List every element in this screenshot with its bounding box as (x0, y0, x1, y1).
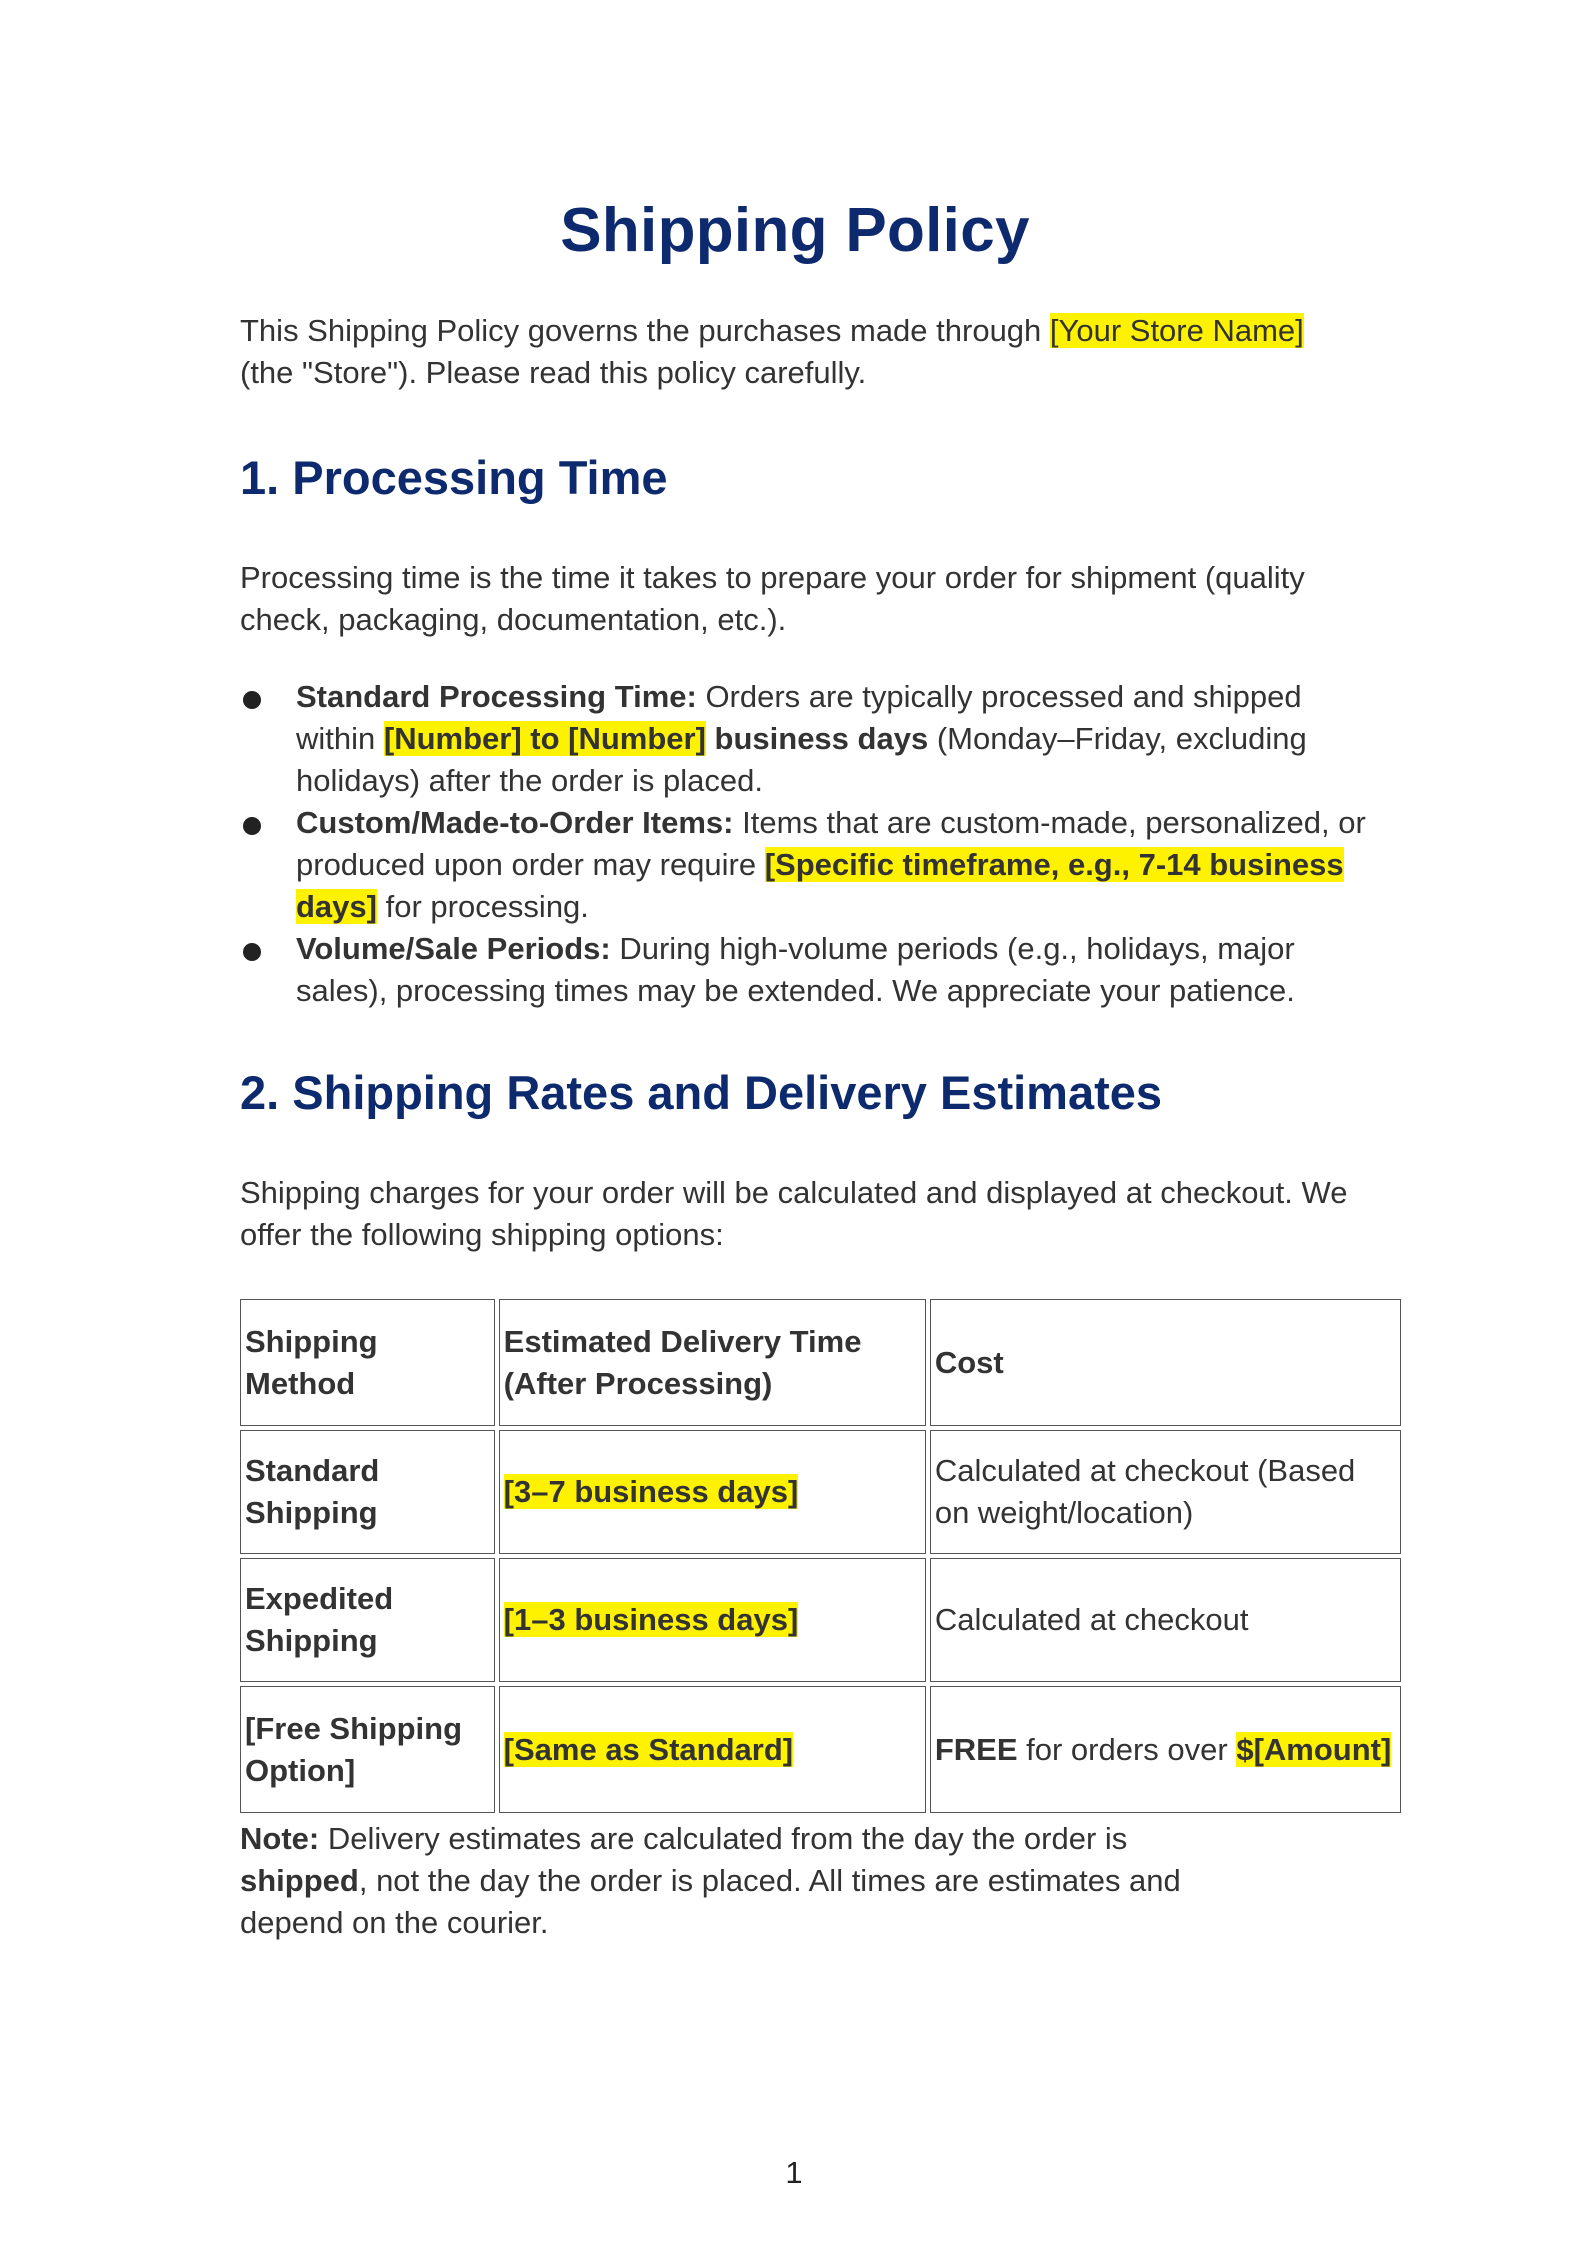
bullet-icon (243, 817, 261, 835)
section-2-heading: 2. Shipping Rates and Delivery Estimates (240, 1066, 1163, 1119)
bullet-icon (243, 691, 261, 709)
cell-delivery-time: [Same as Standard] (499, 1686, 926, 1813)
cell-method: Standard Shipping (240, 1430, 495, 1554)
table-row (240, 1558, 1401, 1682)
header-cell-cost: Cost (930, 1299, 1401, 1426)
page-number: 1 (785, 2155, 803, 2190)
list-item: Volume/Sale Periods: During high-volume periods (e.g., holidays, major sales), processing times may be extended. We appreciate your patience. (240, 928, 1380, 1012)
cell-delivery-time: [3–7 business days] (499, 1430, 926, 1554)
cell-cost: Calculated at checkout (930, 1558, 1401, 1682)
placeholder-highlight: [Number] to [Number] (383, 721, 706, 756)
cell-delivery-time: [1–3 business days] (499, 1558, 926, 1682)
cell-method: [Free Shipping Option] (240, 1686, 495, 1813)
amount-placeholder: $[Amount] (1236, 1731, 1392, 1767)
list-item: Custom/Made-to-Order Items: Items that are custom-made, personalized, or produced upon order may require [Specific timeframe, e.g., 7-14 business days] for processing. (240, 802, 1380, 928)
section-1-paragraph: Processing time is the time it takes to prepare your order for shipment (quality check, packaging, documentation, etc.). (240, 560, 1305, 637)
list-item: Standard Processing Time: Orders are typically processed and shipped within [Number] to [Number] business days (Monday–Friday, excluding holidays) after the order is placed. (240, 676, 1380, 802)
cell-method: Expedited Shipping (240, 1558, 495, 1682)
cell-cost: FREE for orders over $[Amount] (930, 1686, 1401, 1813)
processing-bullet-list (240, 676, 1380, 1012)
header-cell-method: Shipping Method (240, 1299, 495, 1426)
table-row (240, 1430, 1401, 1554)
table-header-row (240, 1299, 1401, 1426)
table-row (240, 1686, 1401, 1813)
header-cell-delivery-time: Estimated Delivery Time (After Processing) (499, 1299, 926, 1426)
bullet-icon (243, 943, 261, 961)
section-2-paragraph: Shipping charges for your order will be calculated and displayed at checkout. We offer the following shipping options: (240, 1175, 1348, 1252)
note-paragraph: Note: Delivery estimates are calculated from the day the order is shipped, not the day the order is placed. All times are estimates and depend on the courier. (240, 1821, 1181, 1940)
section-1-heading: 1. Processing Time (240, 451, 668, 504)
placeholder-highlight: [Specific timeframe, e.g., 7-14 business days] (296, 847, 1344, 924)
page-title: Shipping Policy (560, 196, 1030, 265)
store-name-placeholder: [Your Store Name] (1049, 313, 1304, 348)
shipping-rates-table (236, 1295, 1405, 1817)
intro-paragraph: This Shipping Policy governs the purchases made through [Your Store Name] (the "Store"). Please read this policy carefully. (240, 313, 1304, 390)
cell-cost: Calculated at checkout (Based on weight/location) (930, 1430, 1401, 1554)
